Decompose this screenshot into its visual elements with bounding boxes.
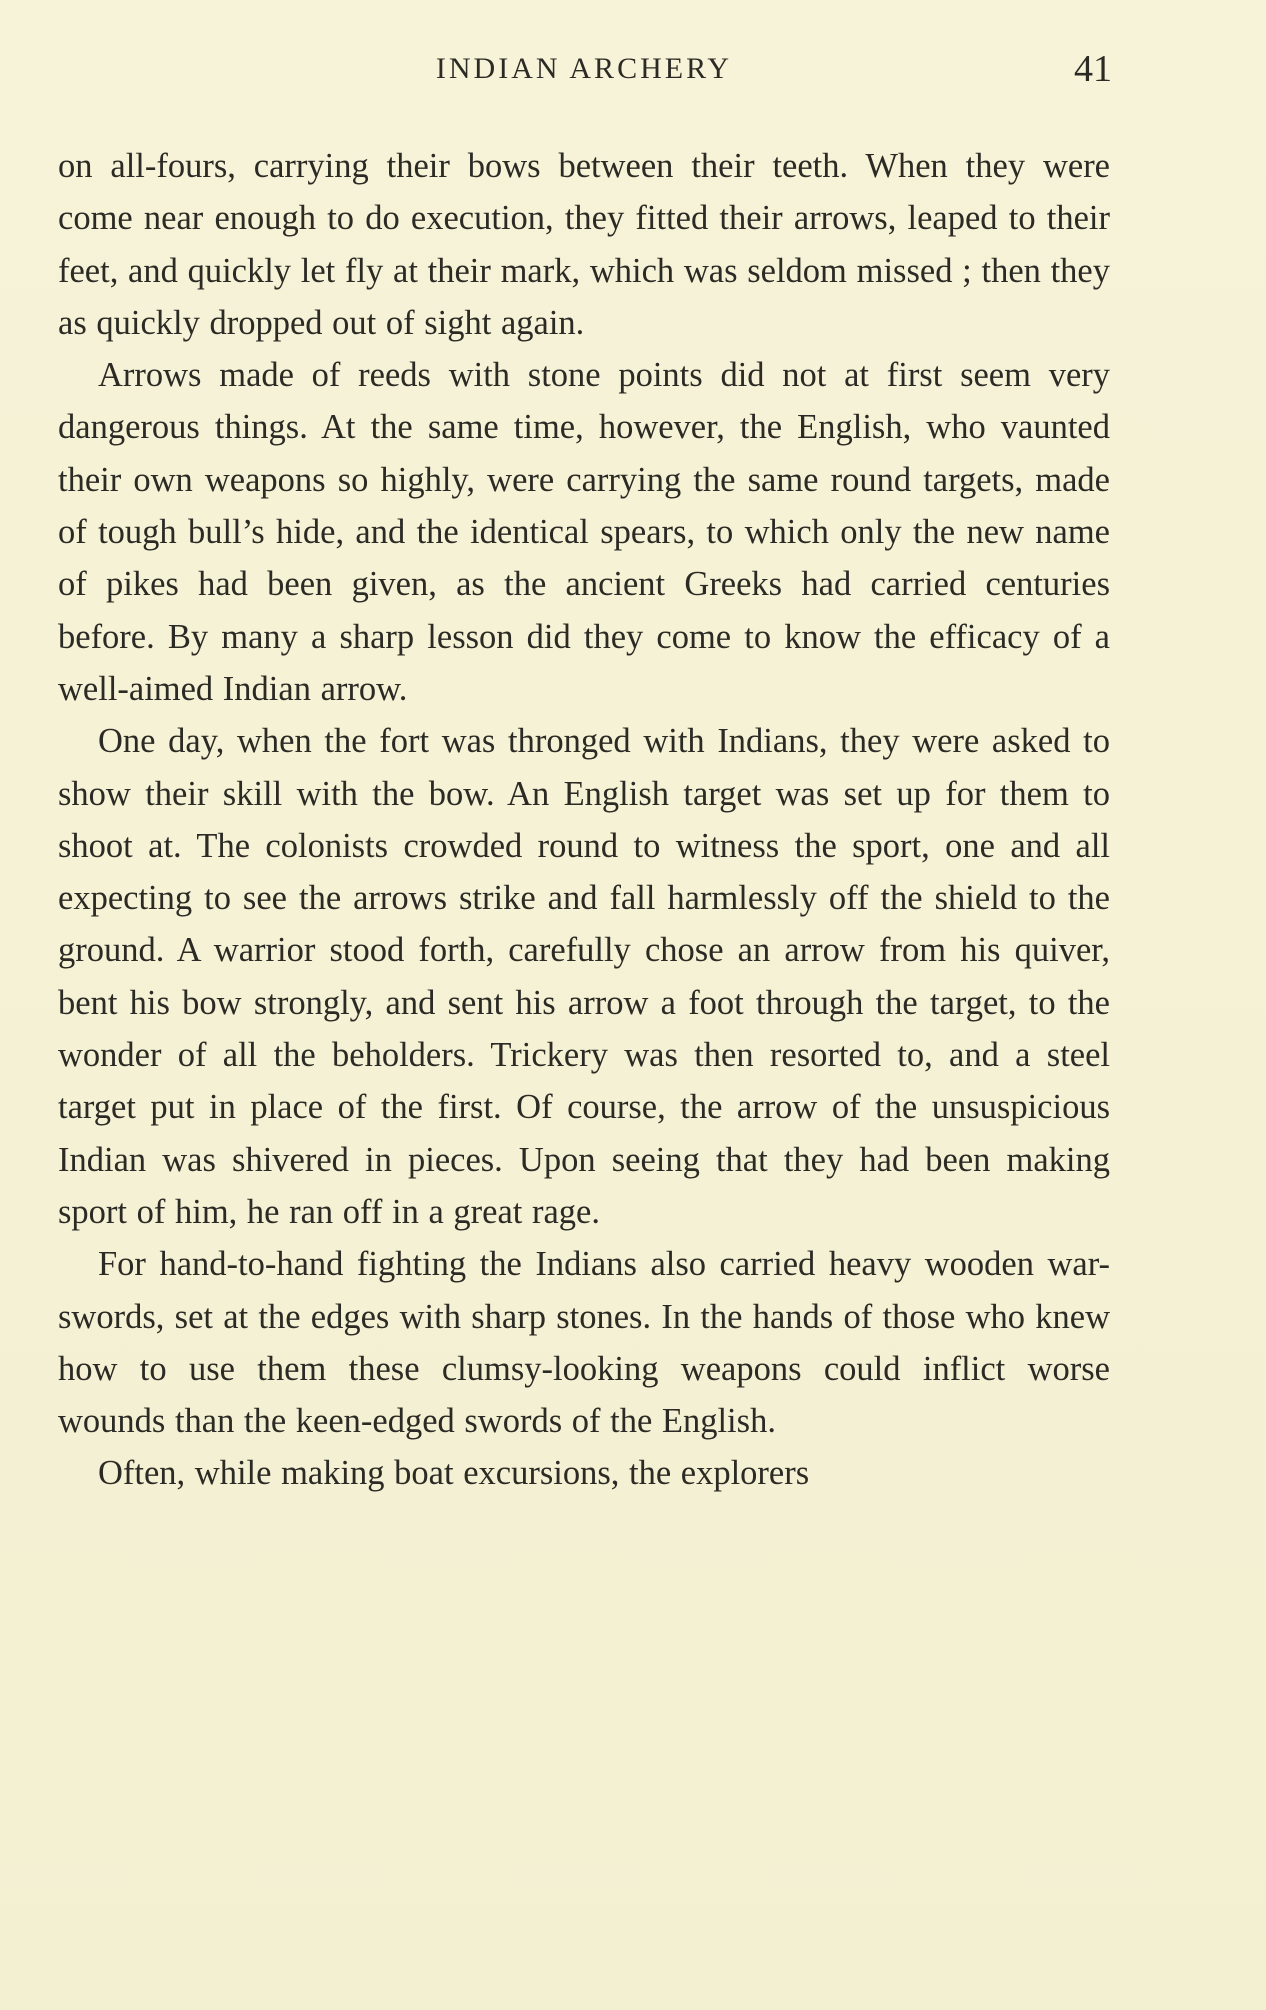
running-head: [58, 44, 1110, 94]
paragraph: Often, while making boat excursions, the explorers: [98, 1454, 810, 1493]
paragraph: on all-fours, carrying their bows between their teeth. When they were come near enough to do execution, they fitted their arrows, leaped to their feet, and quickly let fly at their mark, which was seldom missed ; then they as quickly dropped out of sight again.: [58, 147, 1110, 342]
page-number: 41: [1074, 48, 1112, 90]
running-title: INDIAN ARCHERY: [435, 52, 733, 85]
paragraph: For hand-to-hand fighting the Indians also carried heavy wooden war-swords, set at the edges with sharp stones. In the hands of those who knew how to use them these clumsy-looking weapons could inflict worse wounds than the keen-edged swords of the English.: [58, 1245, 1110, 1441]
body-text: [58, 140, 1110, 1500]
paragraph: One day, when the fort was thronged with Indians, they were asked to show their skill with the bow. An English target was set up for them to shoot at. The colonists crowded round to witness the sport, one and all expecting to see the arrows strike and fall harmlessly off the shield to the ground. A warrior stood forth, carefully chose an arrow from his quiver, bent his bow strongly, and sent his arrow a foot through the target, to the wonder of all the beholders. Trickery was then resorted to, and a steel target put in place of the first. Of course, the arrow of the unsuspicious Indian was shivered in pieces. Upon seeing that they had been making sport of him, he ran off in a great rage.: [58, 722, 1110, 1231]
paragraph: Arrows made of reeds with stone points did not at first seem very dangerous things. At the same time, however, the English, who vaunted their own weapons so highly, were carrying the same round targets, made of tough bull’s hide, and the identical spears, to which only the new name of pikes had been given, as the ancient Greeks had carried centuries before. By many a sharp lesson did they come to know the efficacy of a well-aimed Indian arrow.: [58, 356, 1110, 708]
